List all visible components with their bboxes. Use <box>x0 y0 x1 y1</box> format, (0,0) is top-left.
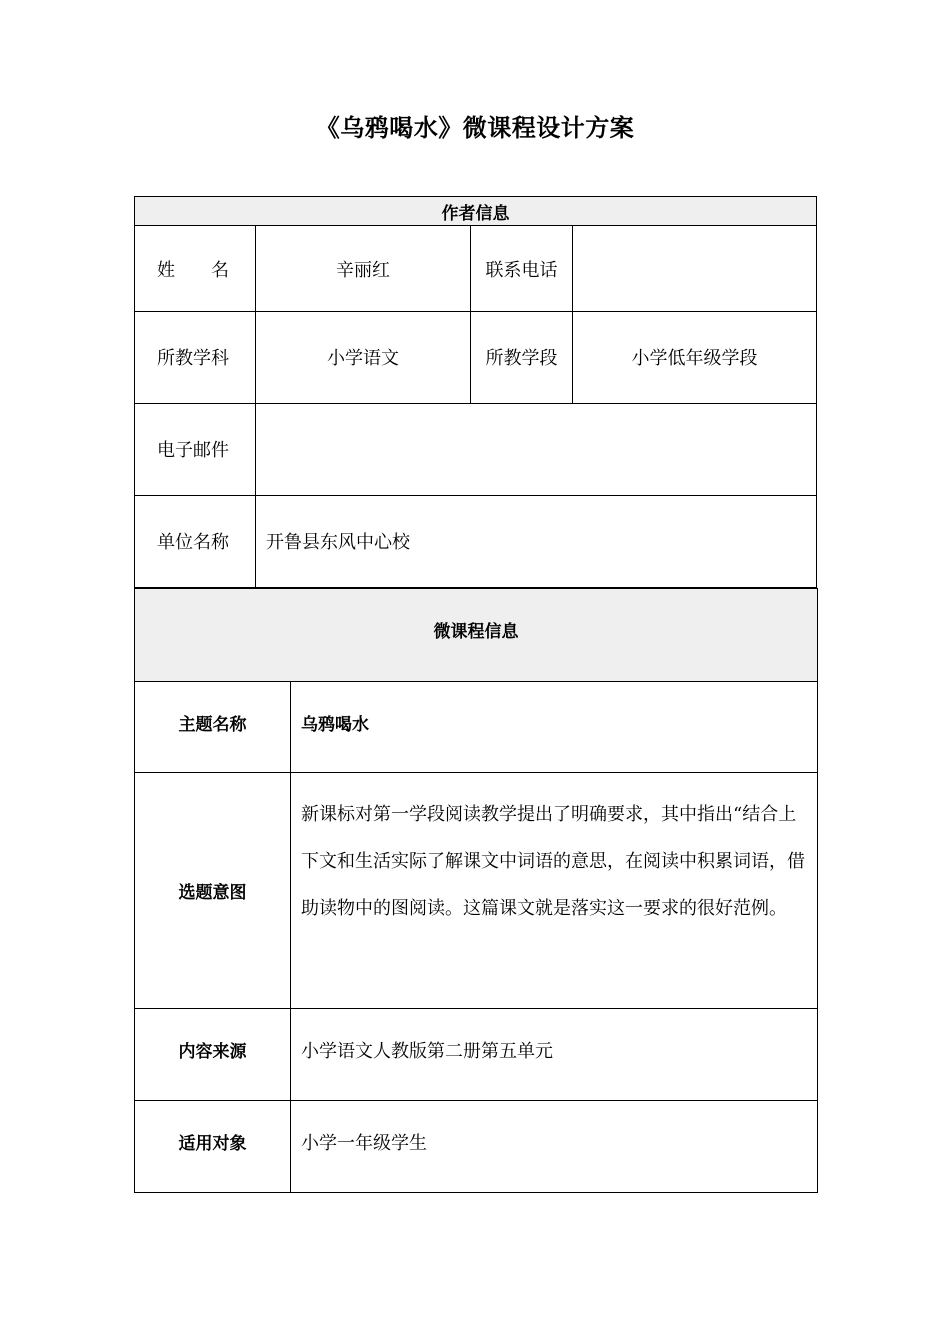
audience-value: 小学一年级学生 <box>291 1101 818 1193</box>
intent-label: 选题意图 <box>135 773 291 1009</box>
unit-label: 单位名称 <box>135 496 256 588</box>
page-title: 《乌鸦喝水》微课程设计方案 <box>315 114 635 142</box>
course-info-header: 微课程信息 <box>135 589 818 682</box>
name-value: 辛丽红 <box>256 226 471 312</box>
topic-value: 乌鸦喝水 <box>291 682 818 773</box>
source-label: 内容来源 <box>135 1009 291 1101</box>
phone-label: 联系电话 <box>471 226 573 312</box>
stage-label: 所教学段 <box>471 312 573 404</box>
source-value: 小学语文人教版第二册第五单元 <box>291 1009 818 1101</box>
subject-value: 小学语文 <box>256 312 471 404</box>
phone-value <box>573 226 817 312</box>
email-value <box>256 404 817 496</box>
intent-value: 新课标对第一学段阅读教学提出了明确要求，其中指出“结合上下文和生活实际了解课文中词语的意思，在阅读中积累词语，借助读物中的图阅读。这篇课文就是落实这一要求的很好范例。 <box>291 773 818 1009</box>
email-label: 电子邮件 <box>135 404 256 496</box>
author-info-header: 作者信息 <box>135 197 817 226</box>
topic-label: 主题名称 <box>135 682 291 773</box>
name-label: 姓 名 <box>135 226 256 312</box>
author-info-table <box>134 196 817 588</box>
unit-value: 开鲁县东风中心校 <box>256 496 817 588</box>
stage-value: 小学低年级学段 <box>573 312 817 404</box>
audience-label: 适用对象 <box>135 1101 291 1193</box>
subject-label: 所教学科 <box>135 312 256 404</box>
course-info-table <box>134 588 818 1193</box>
